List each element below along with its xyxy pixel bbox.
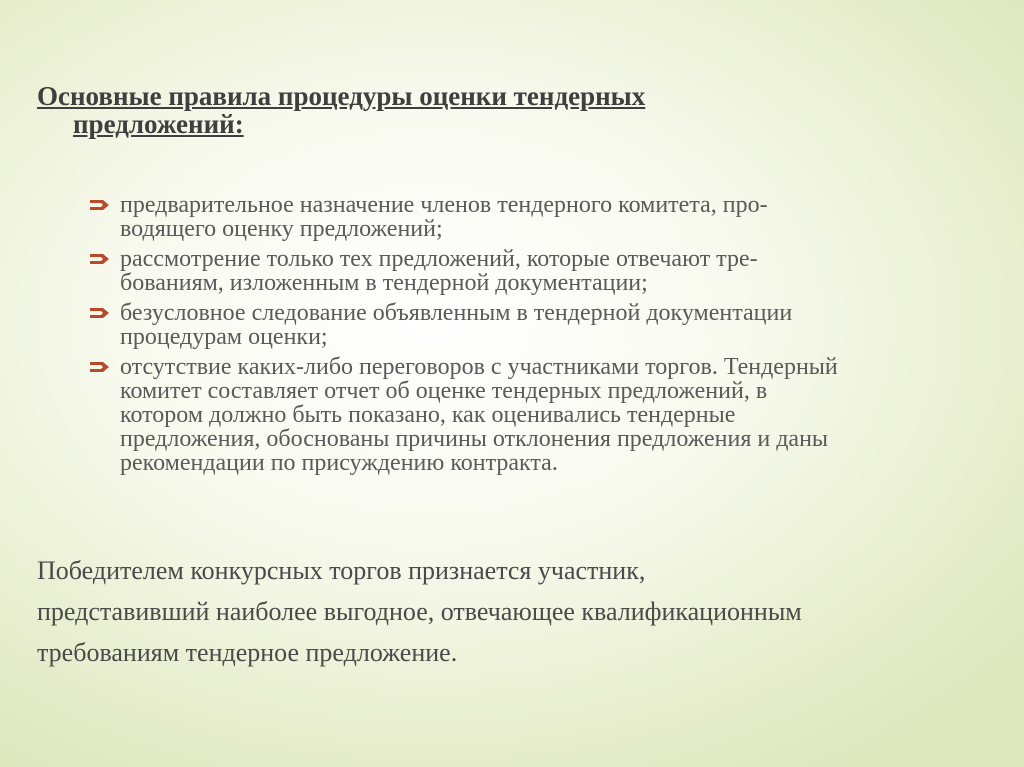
rule-4-line-2: комитет составляет отчет об оценке тендерных предложений, в — [120, 378, 768, 404]
rule-4-line-3: котором должно быть показано, как оценивались тендерные — [120, 402, 736, 428]
rule-4-line-4: предложения, обоснованы причины отклонения предложения и даны — [120, 426, 829, 452]
arrow-tag-icon — [90, 253, 110, 265]
conclusion-line-2: представивший наиболее выгодное, отвечающее квалификационным — [37, 597, 802, 626]
rule-item-1 — [87, 193, 992, 241]
conclusion-paragraph — [37, 550, 997, 673]
rule-1-line-1: предварительное назначение членов тендерного комитета, про- — [120, 192, 768, 218]
rule-item-4 — [87, 355, 992, 475]
arrow-tag-icon — [90, 307, 110, 319]
slide-heading — [37, 82, 857, 138]
conclusion-line-1: Победителем конкурсных торгов признается участник, — [37, 556, 646, 585]
rule-3-line-2: процедурам оценки; — [120, 324, 328, 350]
rule-item-2 — [87, 247, 992, 295]
heading-line-2: предложений: — [73, 109, 244, 139]
rule-2-line-1: рассмотрение только тех предложений, которые отвечают тре- — [120, 246, 758, 272]
arrow-tag-icon — [90, 199, 110, 211]
rule-3-line-1: безусловное следование объявленным в тендерной документации — [120, 300, 793, 326]
rule-1-line-2: водящего оценку предложений; — [120, 216, 443, 242]
arrow-tag-icon — [90, 361, 110, 373]
heading-line-1: Основные правила процедуры оценки тендерных — [37, 81, 646, 111]
rule-4-line-1: отсутствие каких-либо переговоров с участниками торгов. Тендерный — [120, 354, 838, 380]
rule-2-line-2: бованиям, изложенным в тендерной документации; — [120, 270, 648, 296]
conclusion-line-3: требованиям тендерное предложение. — [37, 638, 458, 667]
rule-4-line-5: рекомендации по присуждению контракта. — [120, 450, 558, 476]
rules-list — [87, 193, 992, 481]
rule-item-3 — [87, 301, 992, 349]
